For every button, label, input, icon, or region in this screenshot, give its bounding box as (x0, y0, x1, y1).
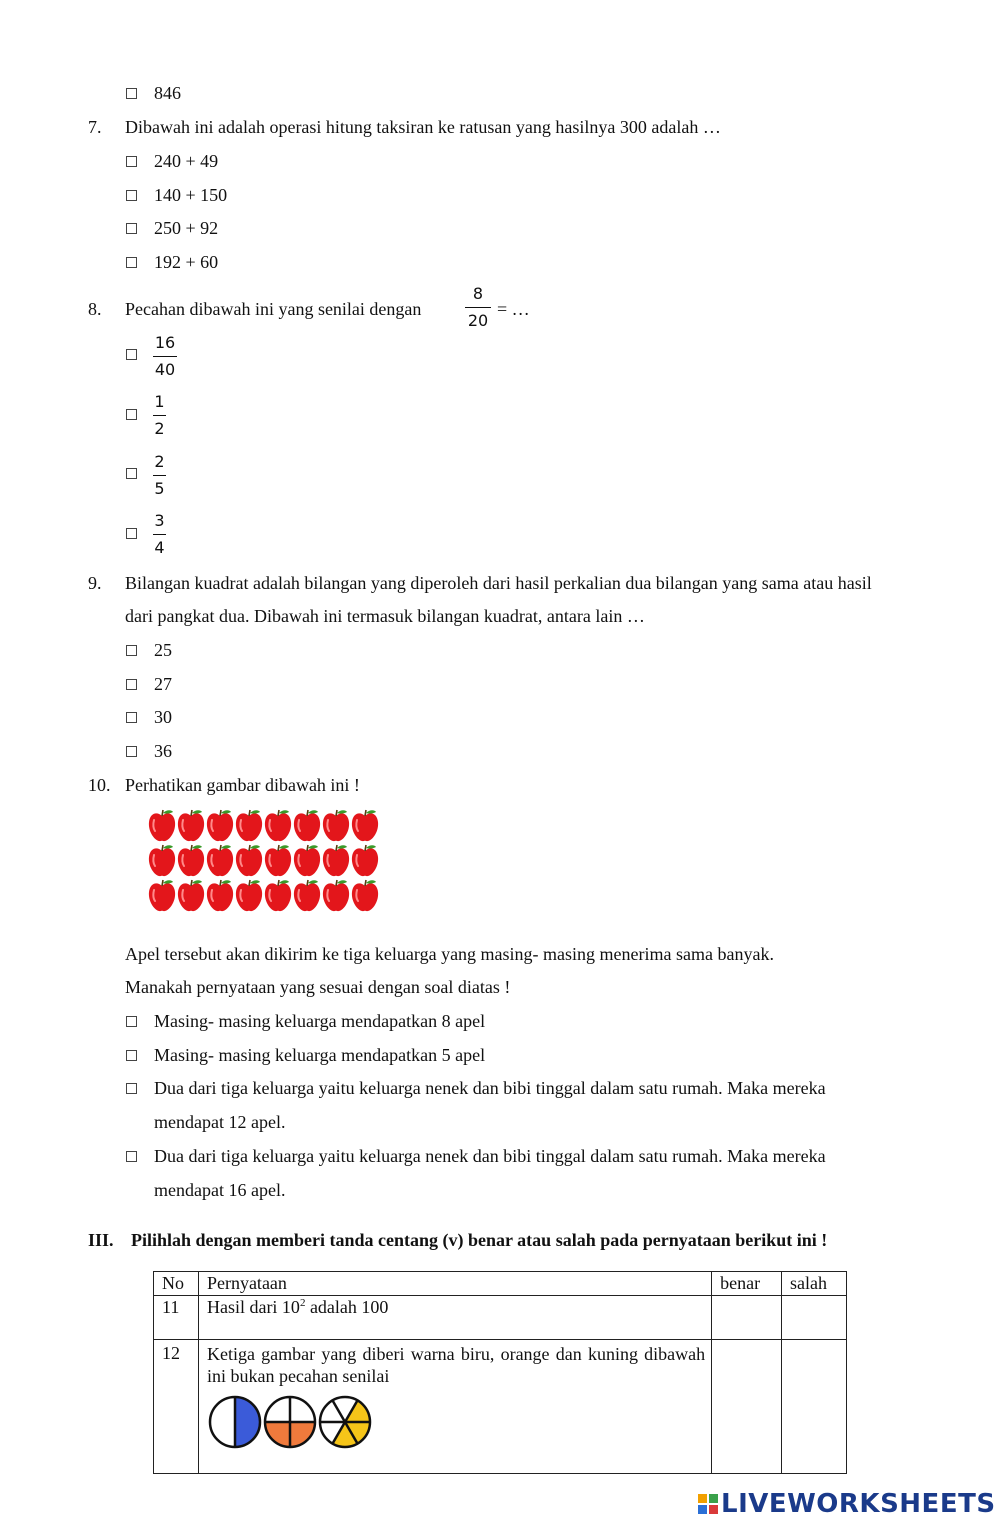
table-row (154, 1296, 847, 1340)
row-11-salah-cell[interactable] (782, 1296, 847, 1340)
q7-text: Dibawah ini adalah operasi hitung taksiran ke ratusan yang hasilnya 300 adalah … (125, 117, 721, 137)
q8-option-2-num: 1 (154, 392, 165, 411)
q10-option-2: Masing- masing keluarga mendapatkan 5 apel (154, 1045, 486, 1065)
row-11-benar-cell[interactable] (712, 1296, 782, 1340)
apple-icon (236, 880, 262, 911)
row-12-statement (198, 1340, 711, 1474)
q8-fraction-numerator: 8 (472, 284, 484, 303)
q8-checkbox-4[interactable] (126, 528, 137, 539)
apple-grid (146, 808, 386, 914)
q7-checkbox-4[interactable] (126, 257, 137, 268)
q10-option-4-line1: Dua dari tiga keluarga yaitu keluarga nenek dan bibi tinggal dalam satu rumah. Maka mereka (154, 1146, 826, 1166)
q10-checkbox-3[interactable] (126, 1083, 137, 1094)
header-no: No (154, 1272, 199, 1296)
q8-option-2 (153, 392, 166, 439)
row-11-text-b: adalah 100 (305, 1297, 389, 1317)
table-row (154, 1340, 847, 1474)
fraction-circles (207, 1393, 377, 1453)
apple-icon (352, 880, 378, 911)
checkbox-846[interactable] (126, 88, 137, 99)
apple-icon (352, 845, 378, 876)
q8-fraction-denominator: 20 (467, 311, 489, 330)
q8-option-3-den: 5 (154, 479, 165, 498)
q8-option-3-num: 2 (154, 452, 165, 471)
q10-option-1: Masing- masing keluarga mendapatkan 8 apel (154, 1011, 486, 1031)
q10-option-4-line2: mendapat 16 apel. (154, 1180, 286, 1200)
header-benar: benar (712, 1272, 782, 1296)
q9-option-3: 30 (154, 707, 172, 727)
q8-option-4-den: 4 (154, 538, 165, 557)
q9-checkbox-2[interactable] (126, 679, 137, 690)
q10-checkbox-1[interactable] (126, 1016, 137, 1027)
q10-text-line2: Manakah pernyataan yang sesuai dengan soal diatas ! (125, 977, 511, 997)
q9-option-2: 27 (154, 674, 172, 694)
q9-option-4: 36 (154, 741, 172, 761)
q8-checkbox-3[interactable] (126, 468, 137, 479)
q8-option-4-num: 3 (154, 511, 165, 530)
q8-option-4 (153, 511, 166, 558)
row-12-no: 12 (154, 1340, 199, 1474)
q9-number: 9. (88, 573, 102, 593)
row-12-benar-cell[interactable] (712, 1340, 782, 1474)
q7-checkbox-3[interactable] (126, 223, 137, 234)
q8-option-1-den: 40 (154, 360, 176, 379)
row-11-no: 11 (154, 1296, 199, 1340)
q7-option-4: 192 + 60 (154, 252, 219, 272)
apple-icon (178, 845, 204, 876)
circle-halves (210, 1397, 260, 1447)
apple-icon (323, 880, 349, 911)
table-header-row (154, 1272, 847, 1296)
watermark (698, 1489, 996, 1519)
q7-option-2: 140 + 150 (154, 185, 228, 205)
row-12-text: Ketiga gambar yang diberi warna biru, orange dan kuning dibawah ini bukan pecahan senilai (206, 1344, 706, 1386)
apple-icon (265, 810, 291, 841)
section-3-title: Pilihlah dengan memberi tanda centang (v) benar atau salah pada pernyataan berikut ini ! (131, 1230, 828, 1250)
apple-icon (294, 880, 320, 911)
q9-option-1: 25 (154, 640, 172, 660)
q8-text: Pecahan dibawah ini yang senilai dengan (125, 299, 422, 319)
q10-option-3-line1: Dua dari tiga keluarga yaitu keluarga nenek dan bibi tinggal dalam satu rumah. Maka mereka (154, 1078, 826, 1098)
q8-number: 8. (88, 299, 102, 319)
q9-text-line1: Bilangan kuadrat adalah bilangan yang diperoleh dari hasil perkalian dua bilangan yang sama atau hasil (125, 573, 872, 593)
header-statement: Pernyataan (198, 1272, 711, 1296)
q7-number: 7. (88, 117, 102, 137)
apple-icon (178, 880, 204, 911)
q7-checkbox-1[interactable] (126, 156, 137, 167)
circle-sixths (320, 1397, 370, 1447)
row-12-salah-cell[interactable] (782, 1340, 847, 1474)
q8-option-3 (153, 452, 166, 499)
row-11-text-a: Hasil dari 10 (206, 1297, 300, 1317)
row-11-statement (198, 1296, 711, 1340)
row-11-superscript: 2 (299, 1297, 306, 1309)
option-846: 846 (154, 83, 181, 103)
apple-icon (265, 880, 291, 911)
apple-icon (178, 810, 204, 841)
q8-checkbox-2[interactable] (126, 409, 137, 420)
apple-icon (236, 845, 262, 876)
apple-icon (207, 880, 233, 911)
liveworksheets-logo-icon (698, 1494, 718, 1514)
q10-checkbox-4[interactable] (126, 1151, 137, 1162)
apple-icon (294, 810, 320, 841)
q8-option-2-den: 2 (154, 419, 165, 438)
apple-icon (149, 810, 175, 841)
apple-icon (236, 810, 262, 841)
q9-text-line2: dari pangkat dua. Dibawah ini termasuk bilangan kuadrat, antara lain … (125, 606, 645, 626)
q8-fraction (465, 284, 491, 331)
q7-option-3: 250 + 92 (154, 218, 219, 238)
q7-option-1: 240 + 49 (154, 151, 219, 171)
circle-quarters (265, 1397, 315, 1447)
apple-icon (265, 845, 291, 876)
q9-checkbox-3[interactable] (126, 712, 137, 723)
q8-option-1-num: 16 (154, 333, 176, 352)
q8-option-1 (153, 333, 177, 380)
apple-icon (294, 845, 320, 876)
statement-table (153, 1271, 847, 1474)
q10-option-3-line2: mendapat 12 apel. (154, 1112, 286, 1132)
q9-checkbox-1[interactable] (126, 645, 137, 656)
section-3-number: III. (88, 1230, 114, 1250)
apple-icon (352, 810, 378, 841)
apple-icon (323, 845, 349, 876)
q9-checkbox-4[interactable] (126, 746, 137, 757)
q10-text-line1: Apel tersebut akan dikirim ke tiga keluarga yang masing- masing menerima sama banyak. (125, 944, 774, 964)
q7-checkbox-2[interactable] (126, 190, 137, 201)
apple-icon (149, 880, 175, 911)
q8-tail: = … (497, 299, 530, 319)
q10-text: Perhatikan gambar dibawah ini ! (125, 775, 360, 795)
apple-icon (207, 810, 233, 841)
watermark-text: LIVEWORKSHEETS (721, 1489, 996, 1519)
apple-icon (149, 845, 175, 876)
apple-icon (207, 845, 233, 876)
apple-icon (323, 810, 349, 841)
q10-checkbox-2[interactable] (126, 1050, 137, 1061)
q10-number: 10. (88, 775, 111, 795)
header-salah: salah (782, 1272, 847, 1296)
q8-checkbox-1[interactable] (126, 349, 137, 360)
